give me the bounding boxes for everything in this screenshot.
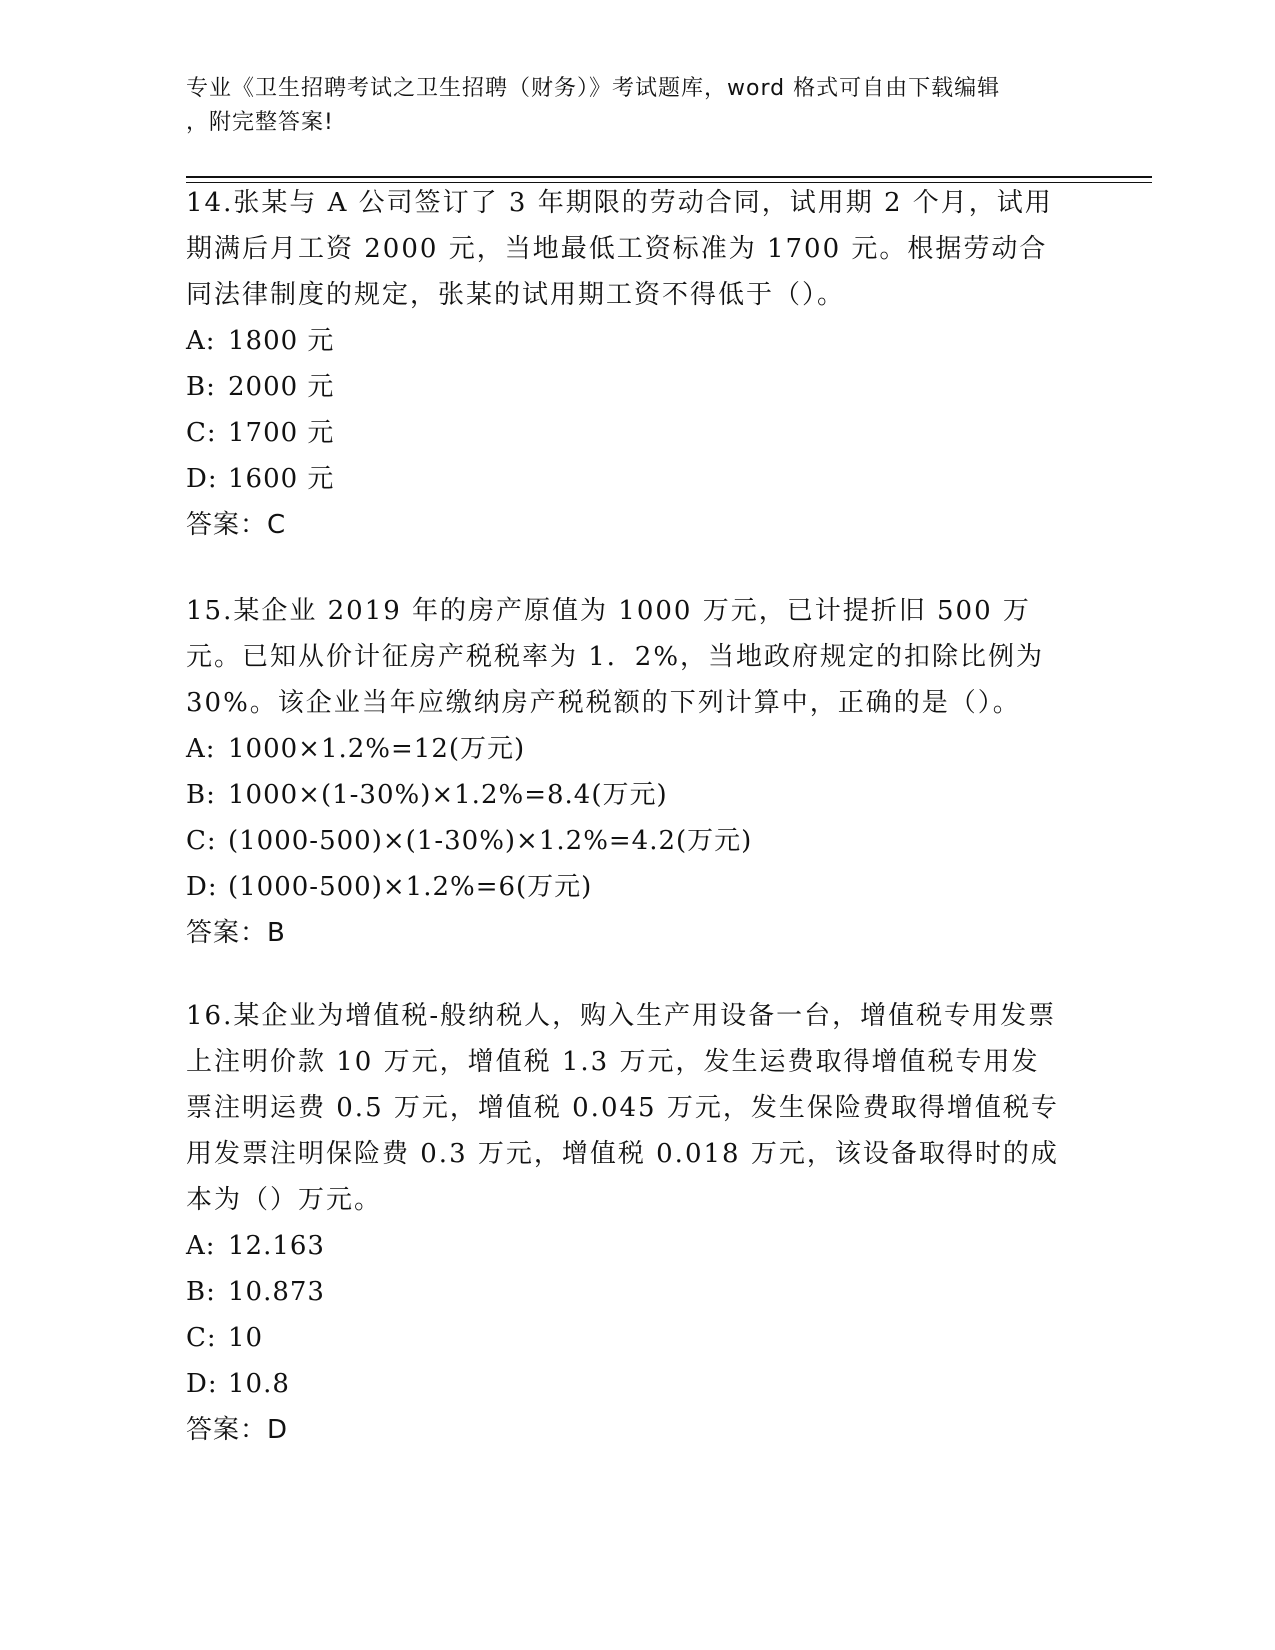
option-value: 1000×1.2%=12(万元) [228, 734, 526, 764]
option-a [186, 726, 1066, 772]
option-d [186, 1361, 1066, 1407]
option-value: 1800 元 [228, 326, 335, 356]
option-c [186, 818, 1066, 864]
question-text: 15.某企业 2019 年的房产原值为 1000 万元，已计提折旧 500 万元。已知从价计征房产税税率为 1．2%，当地政府规定的扣除比例为 30%。该企业当年应缴纳房产税税额的下列计算中，正确的是（）。 [186, 596, 1045, 718]
option-key: A: [186, 1231, 216, 1261]
option-c [186, 410, 1066, 456]
answer-label: 答案：C [186, 510, 287, 540]
option-key: B: [186, 780, 216, 810]
option-b [186, 364, 1066, 410]
option-a [186, 318, 1066, 364]
option-d [186, 864, 1066, 910]
option-value: 10 [228, 1323, 264, 1353]
option-key: C: [186, 418, 217, 448]
document-header [186, 72, 1066, 140]
option-value: 10.8 [228, 1369, 290, 1399]
header-line-1: 专业《卫生招聘考试之卫生招聘（财务）》考试题库，word 格式可自由下载编辑 [186, 76, 1001, 101]
option-key: B: [186, 1277, 216, 1307]
question-15 [186, 588, 1066, 956]
option-key: A: [186, 734, 216, 764]
question-text: 16.某企业为增值税-般纳税人，购入生产用设备一台，增值税专用发票上注明价款 10 万元，增值税 1.3 万元，发生运费取得增值税专用发票注明运费 0.5 万元，增值税 0.045 万元，发生保险费取得增值税专用发票注明保险费 0.3 万元，增值税 0.018 万元，该设备取得时的成本为（）万元。 [186, 1001, 1059, 1215]
answer-label: 答案：B [186, 918, 286, 948]
option-key: B: [186, 372, 216, 402]
option-key: C: [186, 1323, 217, 1353]
option-value: (1000-500)×(1-30%)×1.2%=4.2(万元) [228, 826, 753, 856]
header-divider-thick [186, 176, 1152, 178]
option-b [186, 1269, 1066, 1315]
option-value: (1000-500)×1.2%=6(万元) [228, 872, 593, 902]
option-key: D: [186, 1369, 218, 1399]
option-key: D: [186, 464, 218, 494]
option-c [186, 1315, 1066, 1361]
option-value: 2000 元 [228, 372, 335, 402]
option-d [186, 456, 1066, 502]
option-key: C: [186, 826, 217, 856]
option-key: A: [186, 326, 216, 356]
option-value: 1600 元 [228, 464, 335, 494]
option-value: 1000×(1-30%)×1.2%=8.4(万元) [228, 780, 668, 810]
header-line-2: ，附完整答案! [186, 110, 334, 135]
option-a [186, 1223, 1066, 1269]
option-value: 10.873 [228, 1277, 325, 1307]
option-key: D: [186, 872, 218, 902]
answer-label: 答案：D [186, 1415, 289, 1445]
question-14 [186, 180, 1066, 548]
option-value: 12.163 [228, 1231, 325, 1261]
option-b [186, 772, 1066, 818]
question-16 [186, 993, 1066, 1453]
question-text: 14.张某与 A 公司签订了 3 年期限的劳动合同，试用期 2 个月，试用期满后月工资 2000 元，当地最低工资标准为 1700 元。根据劳动合同法律制度的规定，张某的试用期工资不得低于（）。 [186, 188, 1053, 310]
option-value: 1700 元 [228, 418, 335, 448]
